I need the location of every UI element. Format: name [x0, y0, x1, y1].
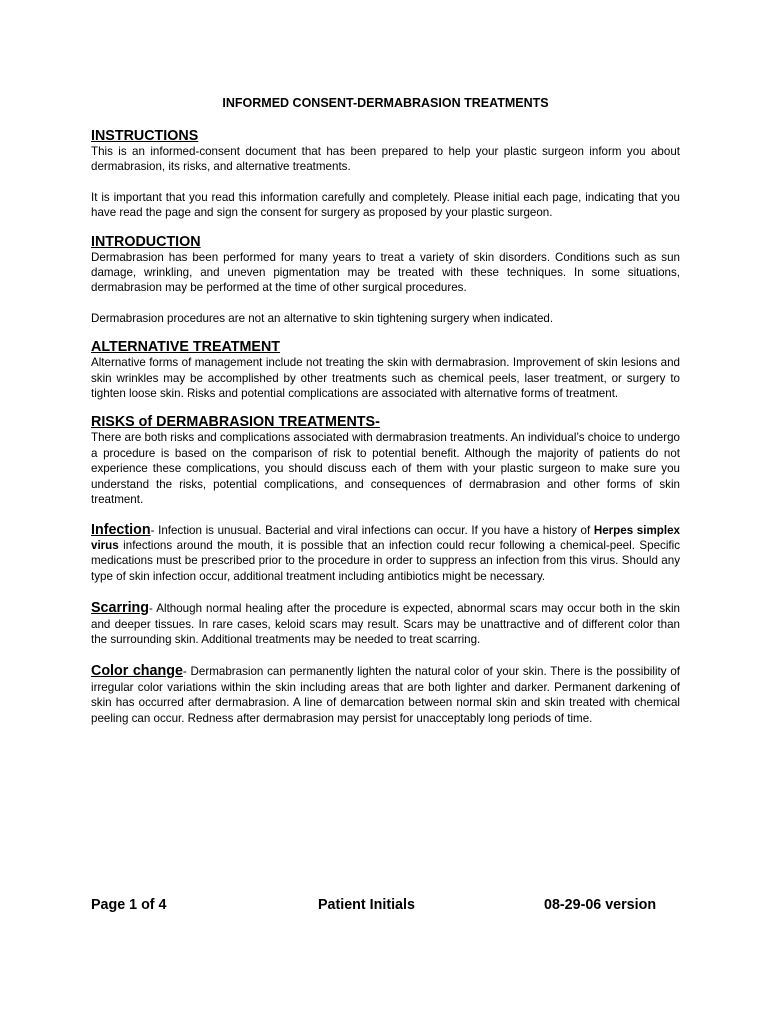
- infection-text-a: - Infection is unusual. Bacterial and viral infections can occur. If you have a history of: [150, 523, 594, 537]
- risks-heading-text: RISKS of DERMABRASION TREATMENTS: [91, 414, 376, 431]
- instructions-section: [91, 128, 680, 221]
- infection-text-b: infections around the mouth, it is possible that an infection could recur following a chemical-peel. Specific medications must be prescribed prior to the procedure in order to suppress an infection from this virus. Should any type of skin infection occur, additional treatment including antibiotics might be necessary.: [91, 538, 680, 583]
- alternative-heading: ALTERNATIVE TREATMENT: [91, 339, 281, 356]
- document-body: [91, 96, 680, 726]
- instructions-paragraph-2: It is important that you read this information carefully and completely. Please initial each page, indicating that you have read the page and sign the consent for surgery as proposed by your plastic surgeon.: [91, 190, 680, 220]
- alternative-section: [91, 339, 680, 401]
- scarring-text: - Although normal healing after the procedure is expected, abnormal scars may occur both in the skin and deeper tissues. In rare cases, keloid scars may result. Scars may be unattractive and of different color than the surrounding skin. Additional treatments may be needed to treat scarring.: [91, 602, 680, 646]
- infection-item: [91, 523, 680, 585]
- color-change-text: - Dermabrasion can permanently lighten the natural color of your skin. There is the possibility of irregular color variations within the skin including areas that are both lighter and darker. Permanent darkening of skin has occurred after dermabrasion. A line of demarcation between normal skin and skin treated with chemical peeling can occur. Redness after dermabrasion may persist for unacceptably long periods of time.: [91, 665, 680, 725]
- risks-heading-dash: -: [375, 414, 380, 431]
- color-change-heading: Color change: [91, 663, 183, 680]
- risks-section: [91, 414, 680, 507]
- introduction-section: [91, 234, 680, 327]
- document-title: INFORMED CONSENT-DERMABRASION TREATMENTS: [222, 96, 549, 110]
- risks-paragraph: There are both risks and complications associated with dermabrasion treatments. An individual’s choice to undergo a procedure is based on the comparison of risk to potential benefit. Although the majority of patients do not experience these complications, you should discuss each of them with your plastic surgeon to make sure you understand the risks, potential complications, and consequences of dermabrasion and other forms of skin treatment.: [91, 431, 680, 507]
- alternative-paragraph: Alternative forms of management include not treating the skin with dermabrasion. Improvement of skin lesions and skin wrinkles may be accomplished by other treatments such as chemical peels, laser treatment, or surgery to tighten loose skin. Risks and potential complications are associated with alternative forms of treatment.: [91, 356, 680, 401]
- introduction-heading: INTRODUCTION: [91, 233, 201, 250]
- infection-paragraph: [91, 523, 680, 585]
- scarring-heading: Scarring: [91, 600, 150, 617]
- infection-heading: Infection: [91, 521, 151, 538]
- patient-initials-label: Patient Initials: [318, 897, 415, 913]
- scarring-paragraph: [91, 601, 680, 647]
- page-number: Page 1 of 4: [91, 897, 167, 913]
- page-footer: [91, 897, 680, 915]
- introduction-paragraph-1: Dermabrasion has been performed for many years to treat a variety of skin disorders. Conditions such as sun damage, wrinkling, and uneven pigmentation may be treated with these techniques. In some situations, dermabrasion may be performed at the time of other surgical procedures.: [91, 250, 680, 295]
- introduction-paragraph-2: Dermabrasion procedures are not an alternative to skin tightening surgery when indicated.: [91, 311, 554, 325]
- color-change-item: [91, 664, 680, 726]
- risks-heading: [91, 414, 680, 430]
- color-change-paragraph: [91, 664, 680, 726]
- version-label: 08-29-06 version: [544, 897, 657, 913]
- instructions-paragraph-1: This is an informed-consent document that has been prepared to help your plastic surgeon inform you about dermabrasion, its risks, and alternative treatments.: [91, 145, 680, 174]
- infection-bold-term: Herpes simplex virus: [91, 523, 680, 552]
- scarring-item: [91, 601, 680, 647]
- instructions-heading: INSTRUCTIONS: [91, 128, 199, 144]
